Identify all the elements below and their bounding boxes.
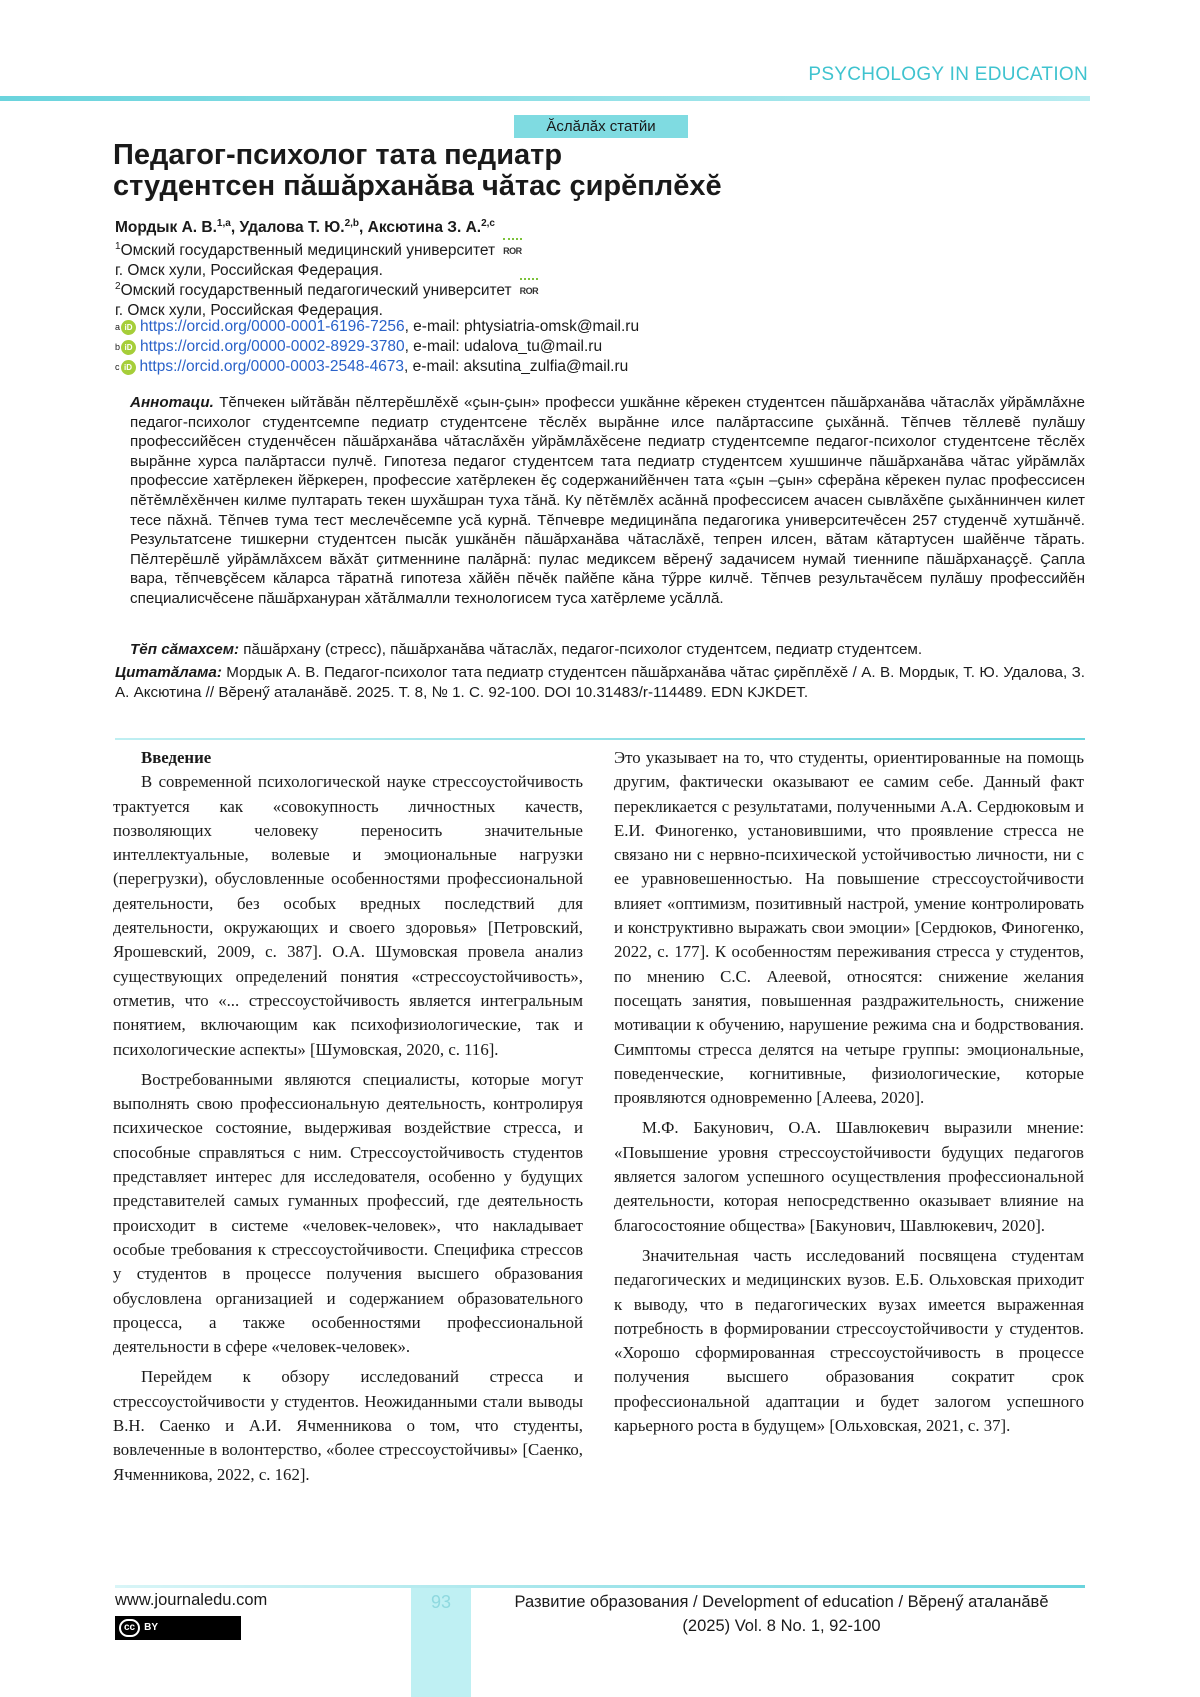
citation-label: Цитатăлама:: [115, 664, 222, 681]
author-name: Мордык А. В.: [115, 219, 217, 237]
orcid-line-b: [115, 337, 602, 357]
affiliation-1: [115, 237, 522, 281]
author-email: , e-mail: phtysiatria-omsk@mail.ru: [404, 318, 640, 335]
journal-url-link[interactable]: www.journaledu.com: [115, 1591, 268, 1609]
footer-rule: [115, 1585, 1085, 1588]
cc-license-badge[interactable]: [115, 1616, 241, 1640]
orcid-line-a: [115, 317, 639, 337]
footer-journal-info: [478, 1590, 1085, 1638]
abstract: [130, 393, 1085, 609]
citation: [115, 663, 1085, 702]
keywords: [130, 640, 1085, 660]
header-rule: [0, 96, 1090, 101]
affiliation-2: [115, 277, 538, 321]
article-title: [113, 140, 873, 202]
body-column-right: [614, 746, 1084, 1438]
cc-icon: cc: [119, 1619, 140, 1637]
body-paragraph: В современной психологической науке стрессоустойчивость трактуется как «совокупность личностных качеств, позволяющих человеку переносить значительные интеллектуальные, волевые и эмоциональные нагрузки (перегрузки), обусловленные особенностями профессиональной деятельности, без особых вредных последствий для деятельности, окружающих и своего здоровья» [Петровский, Ярошевский, 2009, с. 387]. О.А. Шумовская провела анализ существующих определений понятия «стрессоустойчивость», отметив, что «... стрессоустойчивость является интегральным понятием, включающим как психофизиологические, так и психологические аспекты» [Шумовская, 2020, с. 116].: [113, 772, 583, 1059]
section-divider: [115, 738, 1085, 740]
article-type-badge: Ăслăлăх статйи: [514, 115, 688, 138]
orcid-sup: b: [115, 342, 121, 352]
orcid-sup: c: [115, 362, 120, 372]
body-paragraph: Востребованными являются специалисты, которые могут выполнять свою профессиональную деятельность, контролируя психическое состояние, выдерживая воздействие стресса, и способные справляться с ним. Стрессоустойчивость студентов представляет интерес для исследователя, особенно у будущих представителей самых гуманных профессий, где деятельность происходит в системе «человек-человек», что накладывает особые требования к стрессоустойчивости. Специфика стрессов у студентов в процессе получения высшего образования обусловлена организацией и содержанием образовательного процесса, а также особенностями профессиональной деятельности в сфере «человек-человек».: [113, 1069, 583, 1357]
body-paragraph: Перейдем к обзору исследований стресса и стрессоустойчивости у студентов. Неожиданными стали выводы В.Н. Саенко и А.И. Ячменникова о том, что студенты, вовлеченные в волонтерство, «более стрессоустойчивы» [Саенко, Ячменникова, 2022, с. 162].: [113, 1367, 583, 1484]
journal-section-header: PSYCHOLOGY IN EDUCATION: [808, 64, 1088, 85]
title-line-2: студентсен пăшăрханăва чăтас ҫирĕплĕхĕ: [113, 170, 722, 202]
orcid-line-c: [115, 357, 628, 377]
body-paragraph: М.Ф. Бакунович, О.А. Шавлюкевич выразили мнение: «Повышение уровня стрессоустойчивости будущих педагогов является залогом успешного осуществления профессиональной деятельности, которая непосредственно оказывает влияние на благосостояние общества» [Бакунович, Шавлюкевич, 2020].: [614, 1118, 1084, 1235]
license-label: BY: [144, 1622, 159, 1633]
footer-journal-name: Развитие образования / Development of education / Вĕренӳ аталанăвĕ: [514, 1593, 1049, 1611]
ror-icon[interactable]: ROR: [520, 278, 539, 301]
title-line-1: Педагог-психолог тата педиатр: [113, 139, 563, 171]
orcid-icon[interactable]: iD: [121, 320, 136, 335]
keywords-label: Тĕп сăмахсем:: [130, 641, 240, 658]
orcid-icon[interactable]: iD: [121, 340, 136, 355]
affiliation-sup: 1: [115, 241, 121, 252]
author-list: Мордык А. В.$^{1,a}$, Удалова Т. Ю.$^{2,b}$, Аксютина З. А.$^{2,c}$: [115, 218, 495, 237]
author-sup: 1,a: [216, 218, 231, 229]
affiliation-city: г. Омск хули, Российская Федерация.: [115, 302, 383, 320]
footer-journal-volume: (2025) Vol. 8 No. 1, 92-100: [682, 1617, 881, 1635]
body-paragraph: Значительная часть исследований посвящена студентам педагогических и медицинских вузов. Е.Б. Ольховская приходит к выводу, что в педагогических вузах имеется выраженная потребность в формировании стрессоустойчивости у студентов. «Хорошо сформированная стрессоустойчивость в процессе получения высшего образования сократит срок профессиональной адаптации и будет залогом успешного карьерного роста в будущем» [Ольховская, 2021, с. 37].: [614, 1245, 1084, 1436]
affiliation-sup: 2: [115, 281, 121, 292]
affiliation-name: Омский государственный медицинский университет: [120, 242, 496, 260]
orcid-link[interactable]: https://orcid.org/0000-0003-2548-4673: [139, 358, 405, 375]
keywords-text: пăшăрхану (стресс), пăшăрханăва чăтаслăх, педагог-психолог студентсем, педиатр студентсем.: [243, 641, 923, 658]
orcid-sup: a: [115, 322, 121, 332]
orcid-link[interactable]: https://orcid.org/0000-0002-8929-3780: [140, 338, 405, 355]
section-heading: Введение: [141, 748, 212, 767]
abstract-label: Аннотаци.: [130, 394, 214, 411]
body-column-left: [113, 746, 583, 1487]
author-name: Аксютина З. А.: [367, 219, 482, 237]
orcid-icon[interactable]: iD: [121, 360, 136, 375]
author-name: Удалова Т. Ю.: [239, 219, 345, 237]
author-email: , e-mail: aksutina_zulfia@mail.ru: [404, 358, 629, 375]
orcid-link[interactable]: https://orcid.org/0000-0001-6196-7256: [140, 318, 405, 335]
page-number: 93: [430, 1592, 452, 1612]
ror-icon[interactable]: ROR: [503, 238, 522, 261]
author-email: , e-mail: udalova_tu@mail.ru: [404, 338, 603, 355]
body-paragraph: Это указывает на то, что студенты, ориентированные на помощь другим, фактически оказывают ее самим себе. Данный факт перекликается с результатами, полученными А.А. Сердюковым и Е.И. Финогенко, установившими, что проявление стресса не связано ни с нервно-психической устойчивостью личности, ни с ее уравновешенностью. На повышение стрессоустойчивости влияет «оптимизм, позитивный настрой, умение контролировать и конструктивно выражать свои эмоции» [Сердюков, Финогенко, 2022, с. 177]. К особенностям переживания стресса у студентов, по мнению С.С. Алеевой, относятся: снижение желания посещать занятия, повышенная раздражительность, снижение мотивации к обучению, нарушение режима сна и бодрствования. Симптомы стресса делятся на четыре группы: эмоциональные, поведенческие, когнитивные, физиологические, которые проявляются одновременно [Алеева, 2020].: [614, 748, 1084, 1108]
citation-text: Мордык А. В. Педагог-психолог тата педиатр студентсен пăшăрханăва чăтас ҫирĕплĕхĕ / А. В. Мордык, Т. Ю. Удалова, З. А. Аксютина // Вĕренӳ аталанăвĕ. 2025. Т. 8, № 1. С. 92-100. DOI 10.31483/r-114489. EDN KJKDET.: [115, 664, 1085, 701]
author-sup: 2,b: [344, 218, 360, 229]
affiliation-city: г. Омск хули, Российская Федерация.: [115, 262, 383, 280]
affiliation-name: Омский государственный педагогический университет: [120, 282, 512, 300]
abstract-text: Тĕпчекен ыйтăвăн пĕлтерĕшлĕхĕ «ҫын-ҫын» професси ушкăнне кĕрекен студентсен пăшăрханăва чăтаслăх уйрăмлăхне педагог-психолог студентсемпе педиатр студентсене тĕслĕх вырăнне илсе палăртассипе ҫыхăннă. Тĕпчев тĕллевĕ пулăшу профессийĕсен студенчĕсен пăшăрханăва чăтаслăхĕн уйрăмлăхĕсене педиатр студентсемпе педагог-психолог студентсене тĕслĕх вырăнне хурса палăртасси пулчĕ. Гипотеза педагог студентсем тата педиатр студентсем хушшинче пăшăрханăва чăтас уйрăмлăх профессие хатĕрлекен йĕркерен, профессие хатĕрлекен ĕҫ содержанийĕнчен тата «ҫын –ҫын» сферăна кĕрекен пулас профессисен пĕтĕмлĕхĕнчен килме пултарать текен шухăшран туха тăнă. Ку пĕтĕмлĕх асăннă профессисем ачасен сывлăхĕпе ҫыхăннинчен килет тесе пăхнă. Тĕпчев тума тест меслечĕсемпе усă курнă. Тĕпчевре медицинăпа педагогика университечĕсен 257 студенчĕ хутшăнчĕ. Результатсене тишкерни студентсен пысăк ушкăнĕн пăшăрханăва чăтаслăхĕ, тепрен илсен, вăтам кăтартусен шайĕнче тăрать. Пĕлтерĕшлĕ уйрăмлăхсем вăхăт ҫитменнине палăрнă: пулас медиксем вĕренӳ задачисем нумай тиеннипе пăшăрханаҫҫĕ. Ҫапла вара, тĕпчевҫĕсем кăларса тăратнă гипотеза хăйĕн пĕчĕк пайĕпе кăна тӳрре килчĕ. Тĕпчев результачĕсем пулăшу профессийĕн специалисчĕсене пăшăрхануран хăтăлмалли технологисем туса хатĕрлеме усăллă.: [130, 394, 1085, 607]
author-sup: 2,c: [481, 218, 495, 229]
